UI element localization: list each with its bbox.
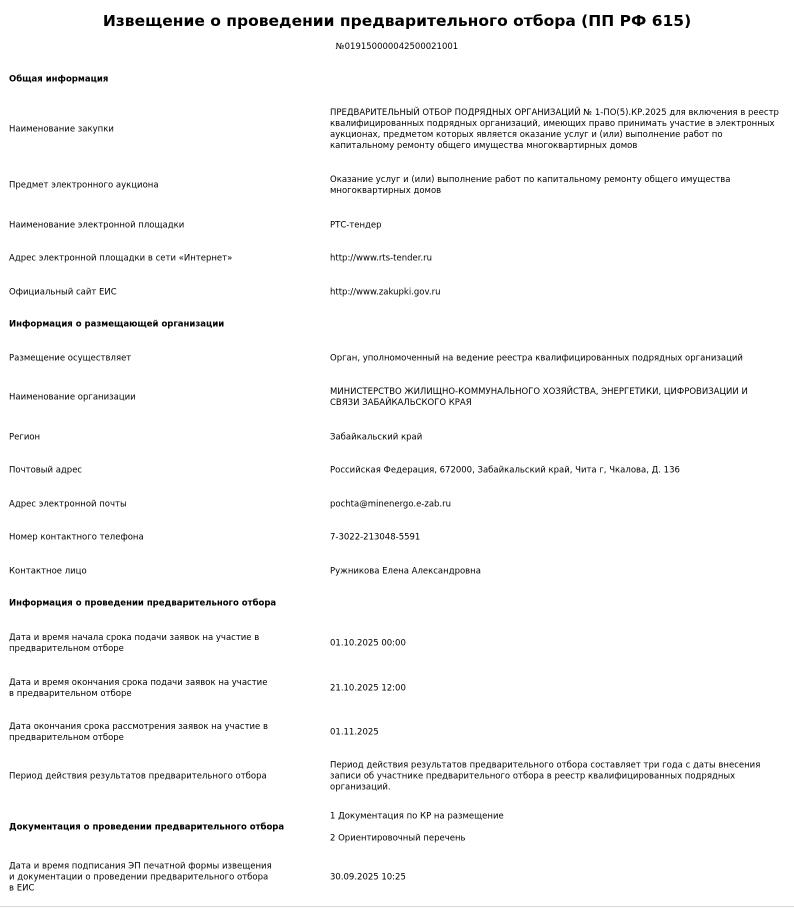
eis-site-link[interactable]: http://www.zakupki.gov.ru <box>330 287 441 298</box>
documents-list <box>330 812 780 845</box>
field-platform-name <box>0 215 794 237</box>
field-label: Почтовый адрес <box>9 465 83 476</box>
field-label: Наименование организации <box>9 392 136 403</box>
field-value: МИНИСТЕРСТВО ЖИЛИЩНО-КОММУНАЛЬНОГО ХОЗЯЙСТВА, ЭНЕРГЕТИКИ, ЦИФРОВИЗАЦИИ И СВЯЗИ ЗАБАЙКАЛЬСКОГО КРАЯ <box>330 387 748 408</box>
field-label: Наименование закупки <box>9 124 114 135</box>
field-value: 30.09.2025 10:25 <box>330 872 406 883</box>
field-platform-url <box>0 248 794 270</box>
field-value: Орган, уполномоченный на ведение реестра квалифицированных подрядных организаций <box>330 353 743 364</box>
field-value: 01.10.2025 00:00 <box>330 638 406 649</box>
email-link[interactable]: pochta@minenergo.e-zab.ru <box>330 499 452 510</box>
field-value: Забайкальский край <box>330 432 423 443</box>
field-value: 01.11.2025 <box>330 727 379 738</box>
field-label: Дата и время подписания ЭП печатной формы извещения и документации о проведении предварительного отбора в ЕИС <box>9 861 272 894</box>
field-value: Период действия результатов предварительного отбора составляет три года с даты внесения записи об участнике предварительного отбора в реестр квалифицированных подрядных организаций. <box>330 760 761 793</box>
field-label: Предмет электронного аукциона <box>9 180 159 191</box>
field-label: Период действия результатов предварительного отбора <box>9 771 267 782</box>
field-label: Адрес электронной площадки в сети «Интернет» <box>9 253 233 264</box>
field-value: Ружникова Елена Александровна <box>330 566 481 577</box>
page-title: Извещение о проведении предварительного отбора (ПП РФ 615) <box>102 12 692 30</box>
field-label: Дата окончания срока рассмотрения заявок на участие в предварительном отборе <box>9 722 268 743</box>
field-eis-site <box>0 282 794 304</box>
field-value: РТС-тендер <box>330 220 382 231</box>
field-signing-datetime <box>0 862 794 894</box>
field-label: Контактное лицо <box>9 566 87 577</box>
section-title: Информация о проведении предварительного отбора <box>9 598 277 609</box>
field-email <box>0 494 794 516</box>
field-value: 7-3022-213048-5591 <box>330 532 421 543</box>
field-value: Оказание услуг и (или) выполнение работ по капитальному ремонту общего имущества многоквартирных домов <box>330 175 731 196</box>
field-label: Официальный сайт ЕИС <box>9 287 117 298</box>
section-general-info <box>0 70 794 90</box>
document-link[interactable]: 1 Документация по КР на размещение <box>330 811 504 822</box>
field-label: Номер контактного телефона <box>9 532 144 543</box>
field-postal-address <box>0 460 794 482</box>
bottom-divider <box>0 906 794 907</box>
document-link[interactable]: 2 Ориентировочный перечень <box>330 833 466 844</box>
field-results-period <box>0 761 794 793</box>
section-title: Документация о проведении предварительного отбора <box>9 822 285 833</box>
field-org-name <box>0 382 794 414</box>
field-application-start <box>0 628 794 660</box>
field-auction-subject <box>0 170 794 202</box>
field-label: Дата и время начала срока подачи заявок на участие в предварительном отборе <box>9 633 260 654</box>
field-application-end <box>0 673 794 705</box>
field-placement-by <box>0 348 794 370</box>
section-documentation <box>0 806 794 850</box>
field-procurement-name <box>0 104 794 156</box>
field-value: ПРЕДВАРИТЕЛЬНЫЙ ОТБОР ПОДРЯДНЫХ ОРГАНИЗАЦИЙ № 1-ПО(5).КР.2025 для включения в реестр квалифицированных подрядных организаций, имеющих право принимать участие в электронных аукционах, предметом которых является оказание услуг и (или) выполнение работ по капитальному ремонту общего имущества многоквартирных домов <box>330 108 779 151</box>
field-label: Регион <box>9 432 41 443</box>
platform-url-link[interactable]: http://www.rts-tender.ru <box>330 253 433 264</box>
field-value: 21.10.2025 12:00 <box>330 683 406 694</box>
section-selection-info <box>0 594 794 614</box>
notice-number: №019150000042500021001 <box>335 42 459 52</box>
section-title: Общая информация <box>9 74 109 85</box>
field-label: Адрес электронной почты <box>9 499 127 510</box>
field-phone <box>0 527 794 549</box>
field-label: Размещение осуществляет <box>9 353 132 364</box>
field-region <box>0 427 794 449</box>
field-review-end <box>0 717 794 749</box>
field-label: Наименование электронной площадки <box>9 220 185 231</box>
field-contact-person <box>0 561 794 583</box>
section-title: Информация о размещающей организации <box>9 319 225 330</box>
section-organization-info <box>0 315 794 335</box>
field-label: Дата и время окончания срока подачи заявок на участие в предварительном отборе <box>9 678 268 699</box>
field-value: Российская Федерация, 672000, Забайкальский край, Чита г, Чкалова, Д. 136 <box>330 465 680 476</box>
